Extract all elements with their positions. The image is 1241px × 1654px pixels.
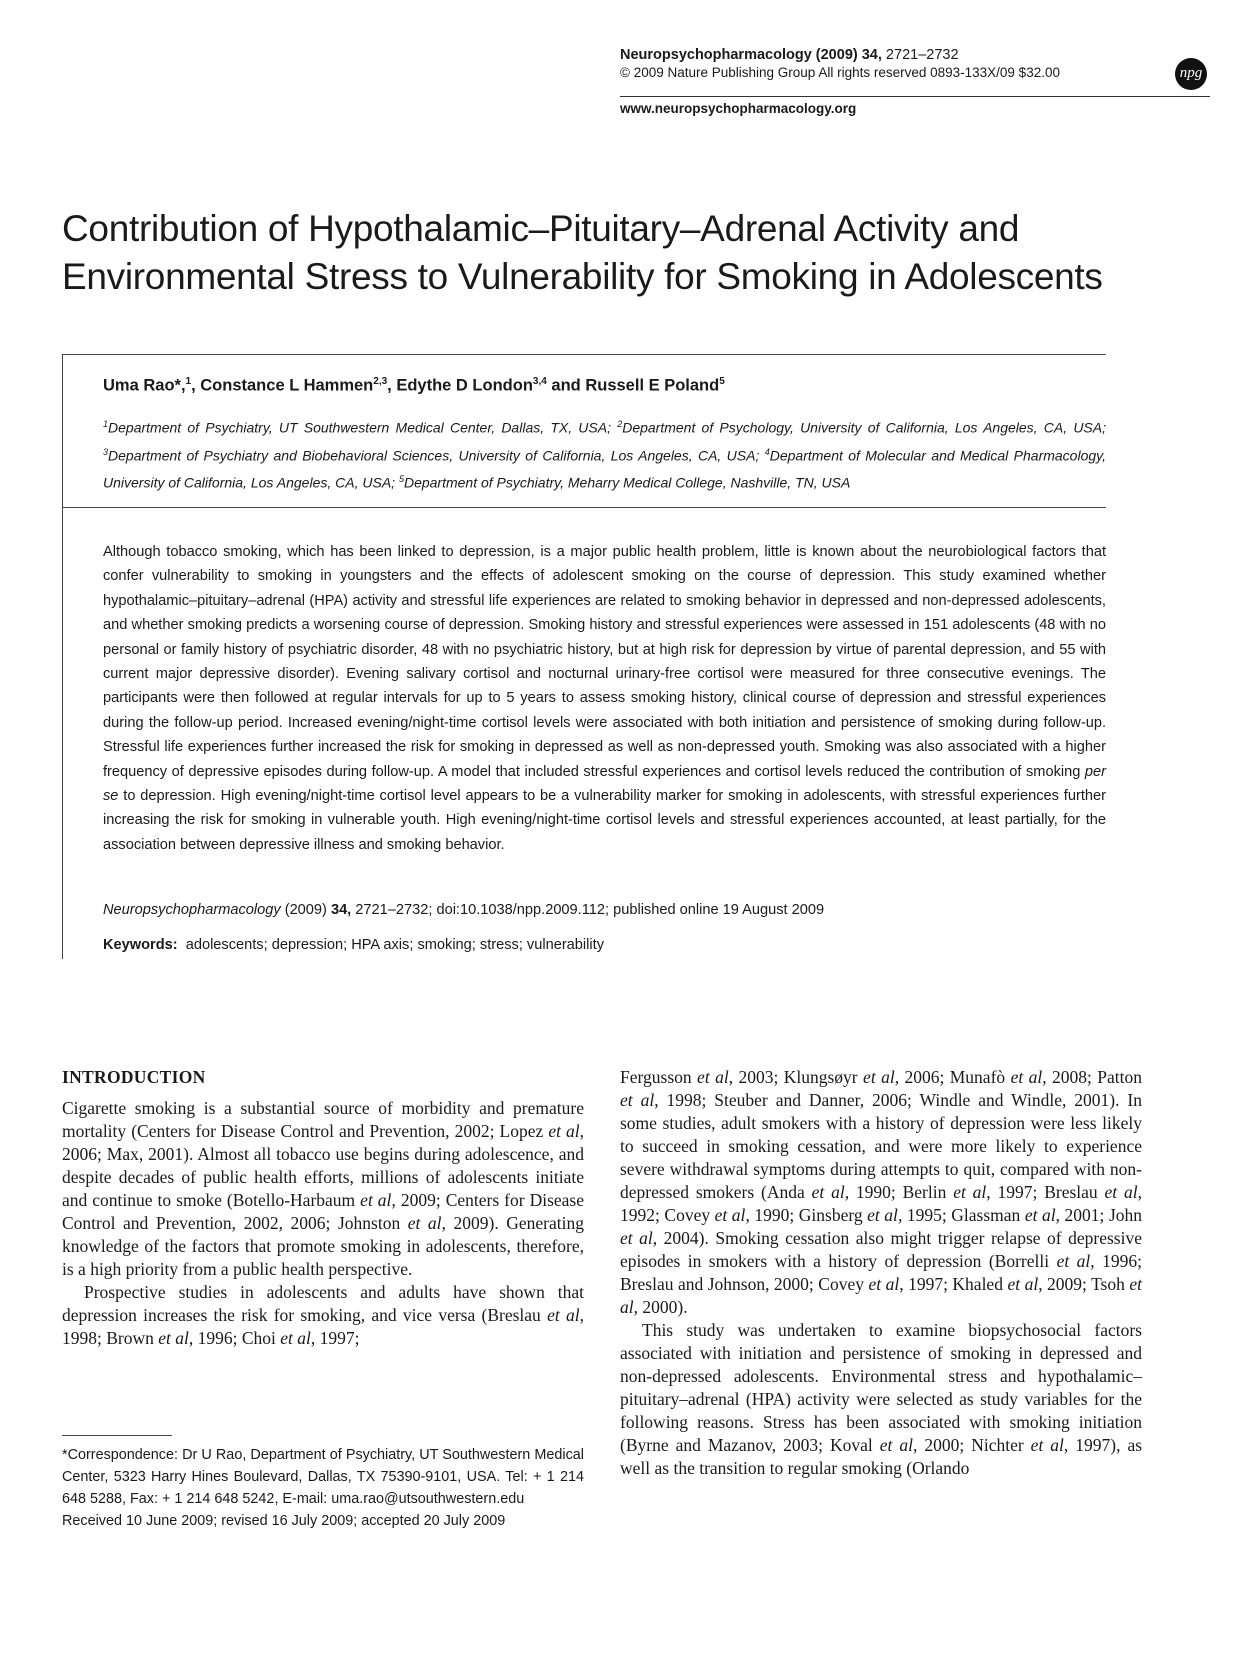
affiliation-marker: 3,4	[532, 376, 547, 387]
citation-journal: Neuropsychopharmacology	[103, 902, 281, 918]
italic-run: et al	[953, 1182, 987, 1202]
italic-run: et al	[867, 1205, 898, 1225]
affiliation-number: 3	[103, 446, 109, 457]
italic-run: et al	[1007, 1274, 1039, 1294]
text-run: , 1990; Berlin	[844, 1182, 954, 1202]
affiliation-marker: 2,3	[373, 376, 388, 387]
journal-header	[620, 46, 1100, 82]
text-run: , 2006; Munafò	[894, 1067, 1011, 1087]
text-run: , 1990; Ginsberg	[745, 1205, 868, 1225]
npg-logo: npg	[1175, 58, 1207, 90]
italic-run: et al	[811, 1182, 845, 1202]
affiliation-marker: 5	[719, 376, 725, 387]
italic-run: et al	[547, 1305, 580, 1325]
italic-run: et al	[1010, 1067, 1043, 1087]
italic-run: et al	[863, 1067, 895, 1087]
article-title: Contribution of Hypothalamic–Pituitary–Adrenal Activity and Environmental Stress to Vulnerability for Smoking in Adolescents	[62, 208, 1103, 297]
keywords-list: adolescents; depression; HPA axis; smoking; stress; vulnerability	[177, 937, 604, 953]
body-paragraph	[620, 1319, 1142, 1480]
body-paragraph	[620, 1066, 1142, 1319]
keywords-label: Keywords:	[103, 937, 178, 953]
text-run: , 2004). Smoking cessation also might trigger relapse of depressive episodes in smokers with a history of depression (Borrelli	[620, 1228, 1142, 1271]
abstract-text: Although tobacco smoking, which has been linked to depression, is a major public health problem, little is known about the neurobiological factors that confer vulnerability to smoking in youngsters and the effects of adolescent smoking on the course of depression. This study examined whether hypothalamic–pituitary–adrenal (HPA) activity and stressful life experiences are related to smoking behavior in depressed and non-depressed adolescents, and whether smoking predicts a worsening course of depression. Smoking history and stressful experiences were assessed in 151 adolescents (48 with no personal or family history of psychiatric disorder, 48 with no psychiatric history, but at high risk for depression by virtue of parental depression, and 55 with current major depressive disorder). Evening salivary cortisol and nocturnal urinary-free cortisol were measured for three consecutive evenings. The participants were then followed at regular intervals for up to 5 years to assess smoking history, clinical course of depression and stressful experiences during the follow-up period. Increased evening/night-time cortisol levels were associated with both initiation and persistence of smoking during follow-up. Stressful life experiences further increased the risk for smoking in depressed as well as non-depressed youth. Smoking was also associated with a higher frequency of depressive episodes during follow-up. A model that included stressful experiences and cortisol levels reduced the contribution of smoking	[103, 544, 1106, 780]
body-column-left	[62, 1066, 584, 1350]
body-paragraph	[62, 1281, 584, 1350]
italic-run: et al	[620, 1274, 1142, 1317]
affiliation-marker: 1	[185, 376, 192, 387]
text-run: , 1997;	[310, 1328, 360, 1348]
text-run: , 1997; Breslau	[986, 1182, 1105, 1202]
journal-url-link[interactable]: www.neuropsychopharmacology.org	[620, 101, 857, 116]
copyright-line: © 2009 Nature Publishing Group All rights reserved 0893-133X/09 $32.00	[620, 65, 1060, 80]
italic-run: et al	[280, 1328, 311, 1348]
text-run: , 1997), as well as the transition to regular smoking (Orlando	[620, 1435, 1143, 1478]
text-run: , 1996; Breslau and Johnson, 2000; Covey	[620, 1251, 1142, 1294]
italic-run: et al	[1056, 1251, 1091, 1271]
italic-run: et al	[158, 1328, 189, 1348]
text-run: , 1997; Khaled	[899, 1274, 1008, 1294]
affiliation-number: 5	[398, 474, 404, 485]
abstract-italic-text: per se	[103, 763, 1106, 805]
keywords	[103, 937, 604, 953]
text-run: This study was undertaken to examine biopsychosocial factors associated with initiation and persistence of smoking in depressed and non-depressed adolescents. Environmental stress and hypothalamic–pituitary–adrenal (HPA) activity were selected as study variables for the following reasons. Stress has been associated with smoking initiation (Byrne and Mazanov, 2003; Koval	[620, 1320, 1142, 1455]
affiliation: Department of Psychiatry and Biobehavioral Sciences, University of California, Los Angeles, CA, USA;	[108, 447, 765, 464]
citation-year: (2009)	[280, 902, 331, 918]
text-run: , 1998; Steuber and Danner, 2006; Windle and Windle, 2001). In some studies, adult smokers with a history of depression were less likely to succeed in smoking cessation, and were more likely to experience severe withdrawal symptoms during attempts to quit, compared with non-depressed smokers (Anda	[620, 1090, 1142, 1202]
correspondence-note: *Correspondence: Dr U Rao, Department of Psychiatry, UT Southwestern Medical Center, 5323 Harry Hines Boulevard, Dallas, TX 75390-9101, USA. Tel: + 1 214 648 5288, Fax: + 1 214 648 5242, E-mail: uma.rao@utsouthwestern.edu	[62, 1447, 584, 1507]
affiliation: Department of Psychology, University of California, Los Angeles, CA, USA;	[622, 419, 1106, 436]
body-column-right	[620, 1066, 1142, 1480]
italic-run: et al	[1024, 1205, 1056, 1225]
abstract-left-rule	[62, 507, 63, 959]
italic-run: et al	[407, 1213, 442, 1233]
author-block-left-rule	[62, 354, 63, 507]
affiliation-number: 1	[103, 419, 109, 429]
abstract-text: to depression. High evening/night-time cortisol level appears to be a vulnerability marker for smoking in adolescents, with stressful experiences further increasing the risk for smoking in vulnerable youth. High evening/night-time cortisol levels and stressful experiences accounted, at least partially, for the association between depressive illness and smoking behavior.	[103, 788, 1106, 853]
author-name: , Constance L Hammen	[191, 376, 374, 395]
text-run: , 1992; Covey	[620, 1182, 1142, 1225]
author-name: , Edythe D London	[387, 376, 533, 395]
footnote	[62, 1444, 584, 1532]
journal-name: Neuropsychopharmacology (2009) 34,	[620, 47, 882, 63]
italic-run: et al	[620, 1228, 653, 1248]
footnote-rule	[62, 1435, 172, 1436]
text-run: , 2003; Klungsøyr	[728, 1067, 864, 1087]
text-run: , 2008; Patton	[1042, 1067, 1142, 1087]
text-run: , 2000).	[633, 1297, 688, 1317]
header-divider	[620, 96, 1210, 97]
author-block-top-rule	[62, 354, 1106, 355]
text-run: , 2006; Max, 2001). Almost all tobacco use begins during adolescence, and despite decades of public health efforts, millions of adolescents initiate and continue to smoke (Botello-Harbaum	[62, 1121, 584, 1210]
citation-details: 2721–2732; doi:10.1038/npp.2009.112; published online 19 August 2009	[351, 902, 825, 918]
text-run: , 1998; Brown	[62, 1305, 584, 1348]
affiliation-number: 4	[764, 446, 770, 457]
text-run: , 1996; Choi	[188, 1328, 281, 1348]
italic-run: et al	[1030, 1435, 1064, 1455]
text-run: , 2009; Centers for Disease Control and Prevention, 2002, 2006; Johnston	[62, 1190, 584, 1233]
italic-run: et al	[620, 1090, 655, 1110]
author-list	[103, 376, 725, 396]
text-run: , 2009; Tsoh	[1038, 1274, 1130, 1294]
received-dates: Received 10 June 2009; revised 16 July 2009; accepted 20 July 2009	[62, 1513, 506, 1529]
author-name: and Russell E Poland	[546, 376, 720, 395]
abstract	[103, 540, 1106, 857]
affiliation-number: 2	[617, 419, 623, 429]
italic-run: et al	[868, 1274, 900, 1294]
text-run: , 2001; John	[1055, 1205, 1143, 1225]
journal-citation-line	[620, 46, 1100, 64]
author-name: Uma Rao*,	[103, 376, 186, 395]
italic-run: et al	[360, 1190, 392, 1210]
italic-run: et al	[548, 1121, 580, 1141]
text-run: , 2009). Generating knowledge of the factors that promote smoking in adolescents, therefore, is a high priority from a public health perspective.	[62, 1213, 584, 1279]
affiliation: Department of Psychiatry, UT Southwestern Medical Center, Dallas, TX, USA;	[108, 419, 618, 436]
italic-run: et al	[697, 1067, 729, 1087]
author-block-bottom-rule	[62, 507, 1106, 508]
italic-run: et al	[714, 1205, 746, 1225]
affiliations	[103, 412, 1106, 495]
text-run: Cigarette smoking is a substantial source of morbidity and premature mortality (Centers for Disease Control and Prevention, 2002; Lopez	[62, 1098, 584, 1141]
affiliation: Department of Psychiatry, Meharry Medical College, Nashville, TN, USA	[403, 474, 851, 491]
body-paragraph	[62, 1097, 584, 1281]
journal-pages: 2721–2732	[881, 47, 959, 63]
italic-run: et al	[879, 1435, 913, 1455]
text-run: Fergusson	[620, 1067, 698, 1087]
article-citation	[103, 902, 824, 918]
text-run: Prospective studies in adolescents and adults have shown that depression increases the risk for smoking, and vice versa (Breslau	[62, 1282, 584, 1325]
text-run: , 1995; Glassman	[897, 1205, 1025, 1225]
affiliation: Department of Molecular and Medical Pharmacology, University of California, Los Angeles, CA, USA;	[103, 447, 1106, 491]
citation-volume: 34,	[330, 902, 352, 918]
text-run: , 2000; Nichter	[913, 1435, 1031, 1455]
section-heading: INTRODUCTION	[62, 1067, 206, 1087]
italic-run: et al	[1104, 1182, 1138, 1202]
